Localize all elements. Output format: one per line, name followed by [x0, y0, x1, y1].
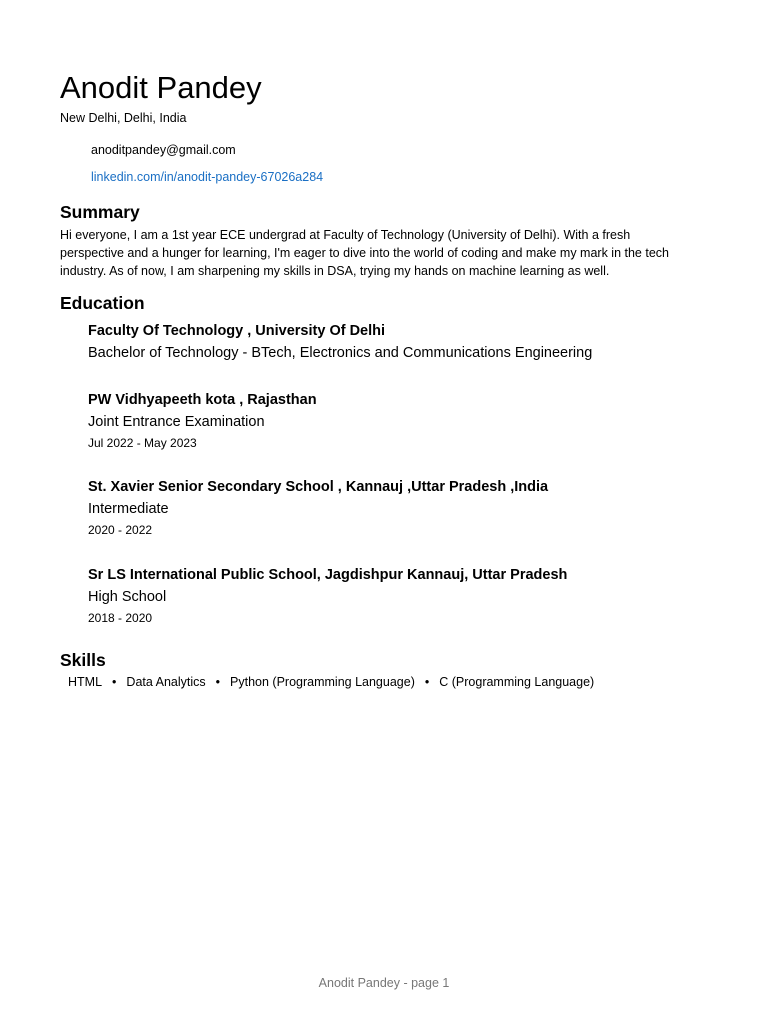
email-text: anoditpandey@gmail.com	[91, 143, 236, 157]
candidate-name: Anodit Pandey	[60, 70, 262, 105]
education-entry	[88, 322, 698, 362]
summary-text: Hi everyone, I am a 1st year ECE undergrad at Faculty of Technology (University of Delhi). With a fresh perspective and a hunger for learning, I'm eager to dive into the world of coding and make my mark in the tech industry. As of now, I am sharpening my skills in DSA, trying my hands on machine learning as well.	[60, 228, 669, 278]
education-degree: Joint Entrance Examination	[88, 414, 265, 430]
skill-item: Python (Programming Language)	[230, 675, 415, 689]
skill-separator: •	[215, 675, 221, 689]
skill-separator: •	[424, 675, 430, 689]
skill-separator: •	[112, 675, 117, 689]
page-footer: Anodit Pandey - page 1	[318, 976, 450, 990]
location-text: New Delhi, Delhi, India	[60, 111, 187, 125]
skill-item: C (Programming Language)	[439, 675, 595, 689]
education-heading: Education	[60, 293, 145, 313]
skill-item: Data Analytics	[126, 675, 206, 689]
skill-item: HTML	[68, 675, 103, 689]
education-school: Sr LS International Public School, Jagdishpur Kannauj, Uttar Pradesh	[88, 567, 568, 583]
education-dates: 2018 - 2020	[88, 611, 153, 625]
education-school: PW Vidhyapeeth kota , Rajasthan	[88, 392, 317, 408]
skills-heading: Skills	[60, 650, 106, 670]
education-degree: Bachelor of Technology - BTech, Electronics and Communications Engineering	[88, 345, 593, 361]
skills-list	[68, 674, 594, 690]
education-degree: High School	[88, 589, 167, 605]
education-school: Faculty Of Technology , University Of Delhi	[88, 323, 386, 339]
summary-heading: Summary	[60, 202, 140, 222]
education-entry	[88, 566, 698, 626]
education-entry	[88, 391, 698, 451]
linkedin-link[interactable]: linkedin.com/in/anodit-pandey-67026a284	[91, 170, 324, 184]
education-degree: Intermediate	[88, 501, 169, 517]
education-dates: 2020 - 2022	[88, 523, 153, 537]
education-entry	[88, 478, 698, 538]
education-school: St. Xavier Senior Secondary School , Kannauj ,Uttar Pradesh ,India	[88, 479, 549, 495]
education-dates: Jul 2022 - May 2023	[88, 436, 197, 450]
